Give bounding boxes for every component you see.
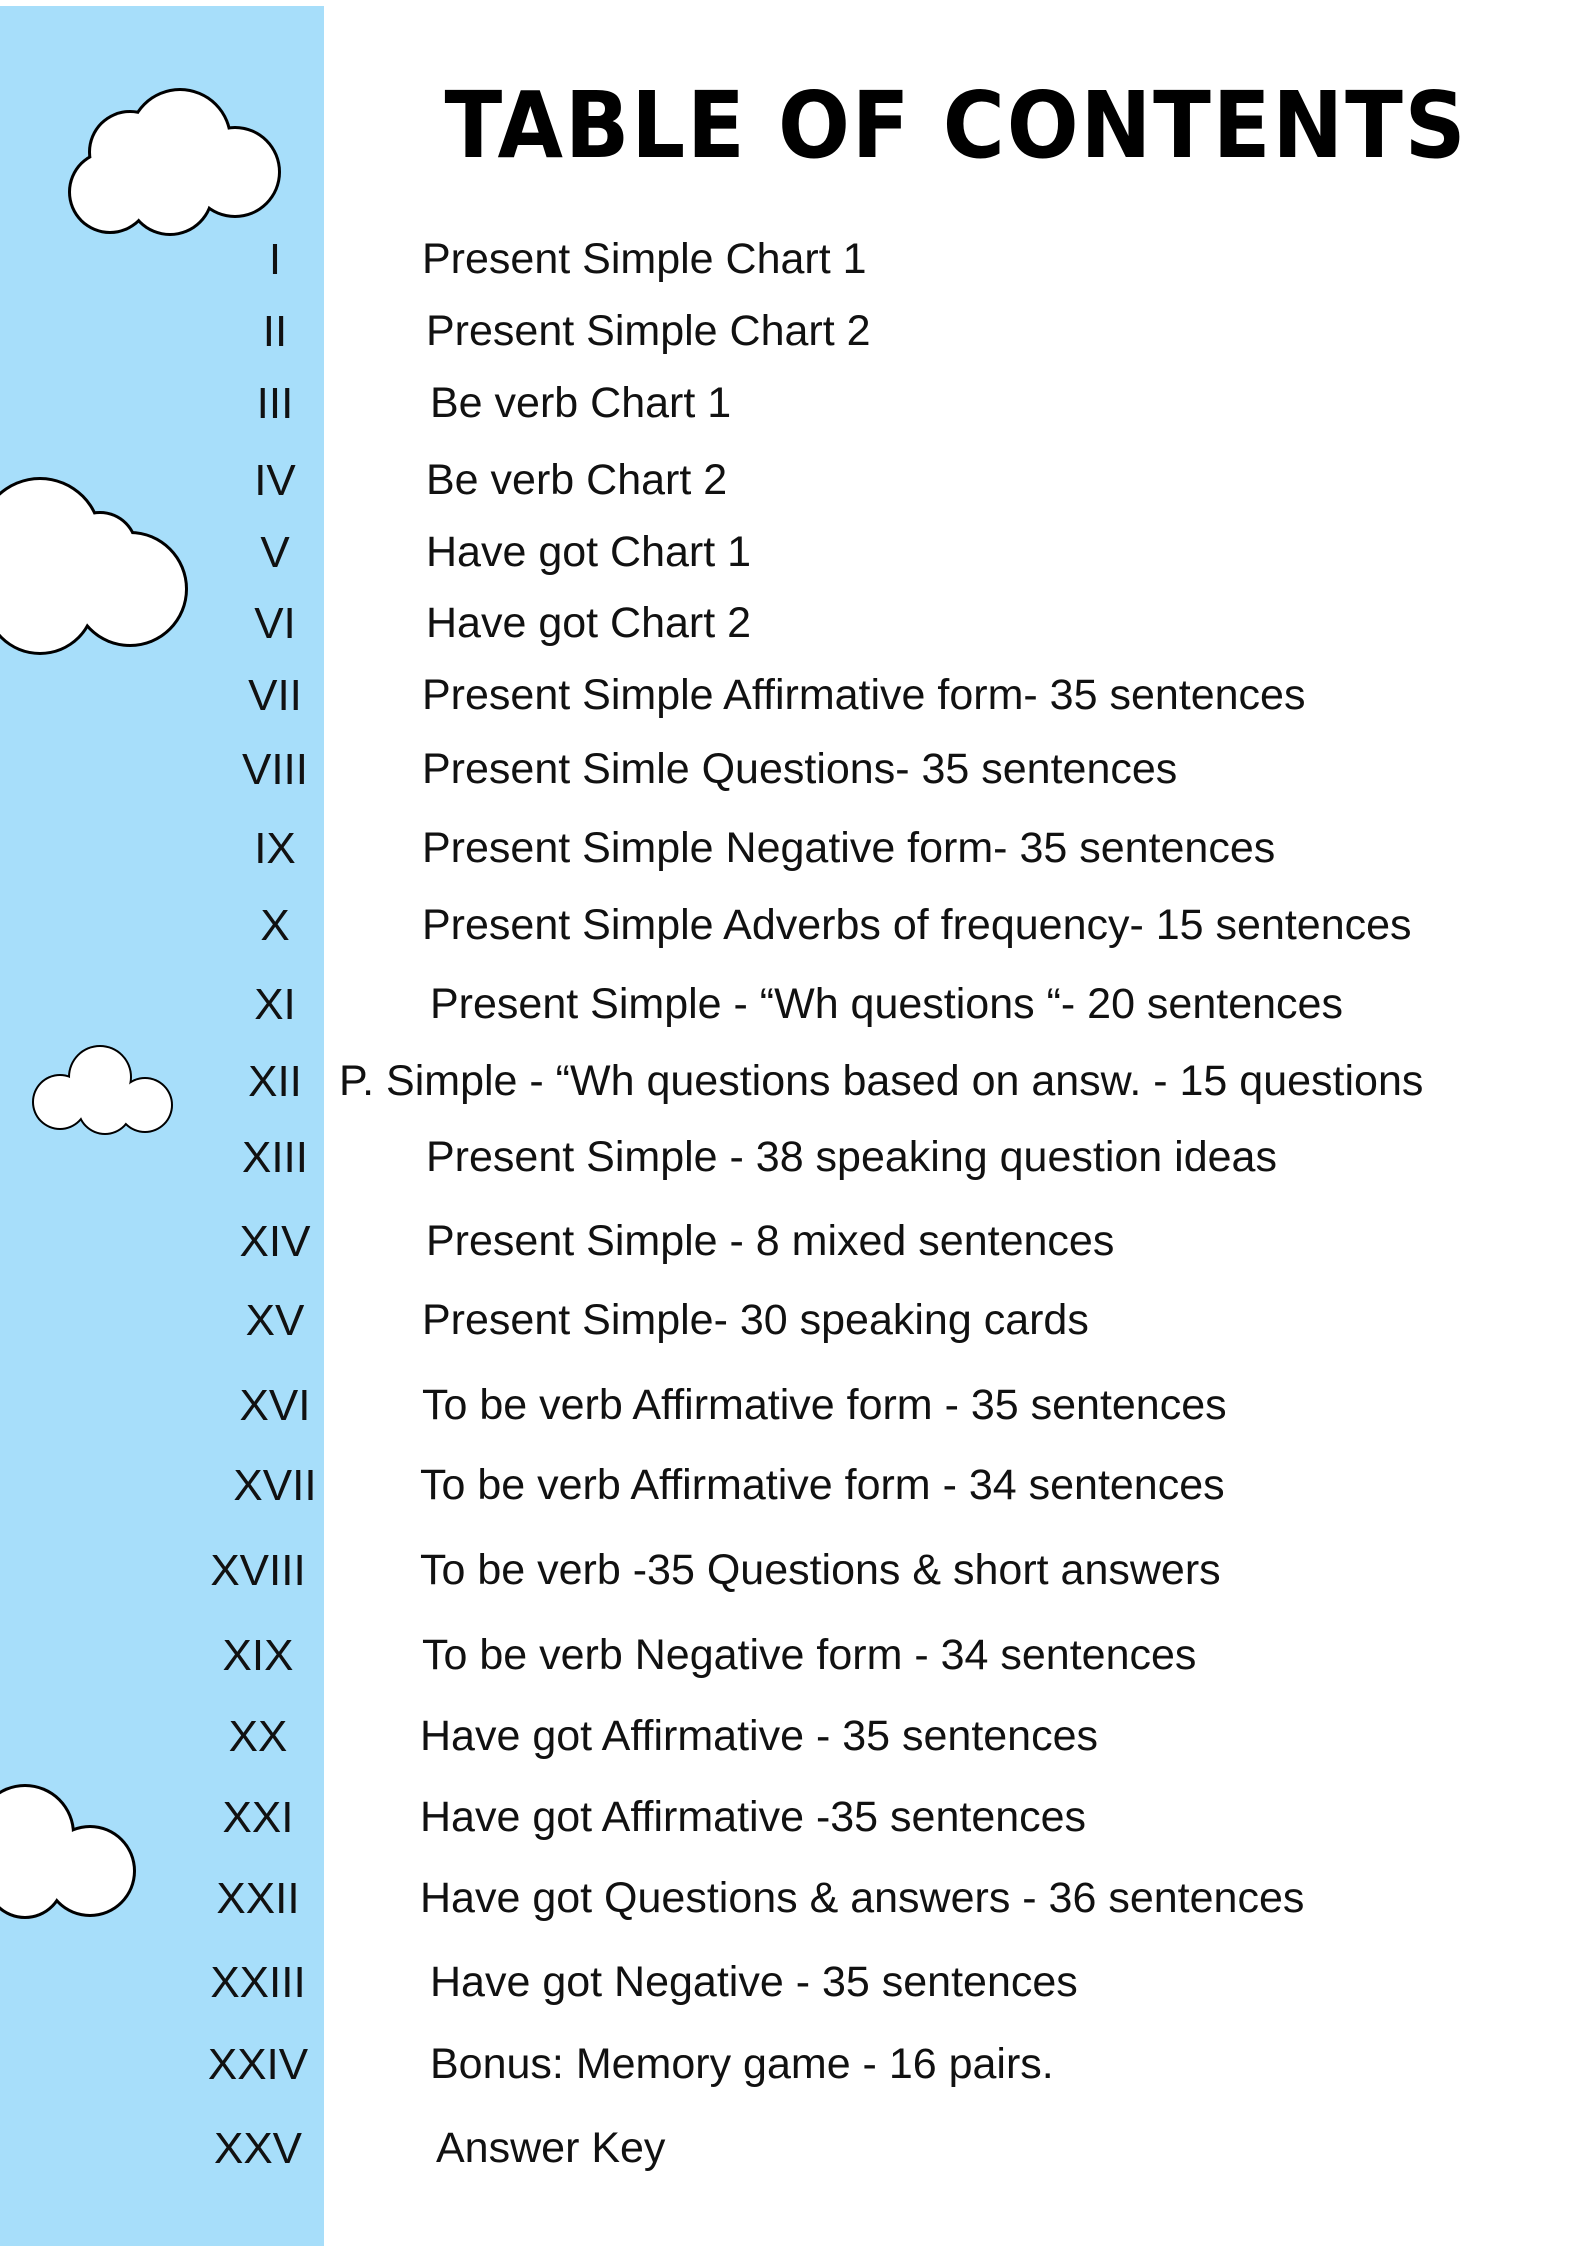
entry-title: To be verb Negative form - 34 sentences [422, 1631, 1197, 1679]
entry-title: Present Simple Affirmative form- 35 sentences [422, 671, 1306, 719]
entry-number: XXII [216, 1874, 300, 1923]
entry-title: Present Simple Chart 2 [426, 307, 871, 355]
entry-number: XVI [239, 1381, 311, 1430]
entry-number: I [268, 235, 282, 284]
entry-title: Bonus: Memory game - 16 pairs. [430, 2040, 1054, 2088]
cloud-icon [25, 1037, 180, 1136]
entry-title: To be verb Affirmative form - 34 sentences [420, 1461, 1225, 1509]
entry-number: IV [254, 456, 296, 505]
entry-number: X [260, 901, 290, 950]
entry-title: Be verb Chart 2 [426, 456, 728, 504]
entry-number: XXIII [210, 1958, 306, 2007]
entry-title: P. Simple - “Wh questions based on answ. - 15 questions [339, 1057, 1424, 1105]
entry-title: To be verb Affirmative form - 35 sentences [422, 1381, 1227, 1429]
entry-title: Present Simple Negative form- 35 sentences [422, 824, 1276, 872]
entry-number: XIV [239, 1217, 311, 1266]
entry-title: Present Simple Chart 1 [422, 235, 867, 283]
entry-title: Answer Key [436, 2124, 666, 2172]
entry-number: XXV [213, 2124, 303, 2173]
entry-number: XV [245, 1296, 305, 1345]
entry-title: Present Simple - “Wh questions “- 20 sentences [430, 980, 1343, 1028]
entry-number: XIII [241, 1133, 309, 1182]
entry-number: III [256, 379, 294, 428]
entry-title: Have got Questions & answers - 36 sentences [420, 1874, 1305, 1922]
cloud-icon [0, 469, 198, 657]
entry-number: V [260, 528, 290, 577]
entry-number: XI [254, 980, 296, 1029]
entry-number: VI [254, 599, 296, 648]
entry-title: Present Simple- 30 speaking cards [422, 1296, 1089, 1344]
entry-title: Be verb Chart 1 [430, 379, 732, 427]
entry-number: II [262, 307, 288, 356]
entry-number: XXIV [207, 2040, 309, 2089]
entry-title: Present Simple Adverbs of frequency- 15 sentences [422, 901, 1412, 949]
entry-number: XVIII [210, 1546, 306, 1595]
entry-number: VII [248, 671, 302, 720]
entry-number: XII [248, 1057, 302, 1106]
entry-number: IX [254, 824, 296, 873]
entry-number: VIII [241, 745, 309, 794]
entry-title: Have got Negative - 35 sentences [430, 1958, 1078, 2006]
entry-title: Have got Affirmative -35 sentences [420, 1793, 1087, 1841]
entry-number: XX [228, 1712, 288, 1761]
cloud-icon [0, 1779, 137, 1920]
entry-number: XXI [222, 1793, 294, 1842]
page-title: TABLE OF CONTENTS [444, 72, 1468, 179]
entry-title: Have got Chart 1 [426, 528, 752, 576]
entry-title: To be verb -35 Questions & short answers [420, 1546, 1221, 1594]
entry-title: Present Simple - 38 speaking question ideas [426, 1133, 1277, 1181]
entry-title: Have got Affirmative - 35 sentences [420, 1712, 1099, 1760]
entry-title: Present Simple - 8 mixed sentences [426, 1217, 1115, 1265]
entry-number: XVII [233, 1461, 317, 1510]
entry-number: XIX [222, 1631, 294, 1680]
entry-title: Have got Chart 2 [426, 599, 752, 647]
cloud-icon [50, 82, 300, 238]
entry-title: Present Simle Questions- 35 sentences [422, 745, 1178, 793]
